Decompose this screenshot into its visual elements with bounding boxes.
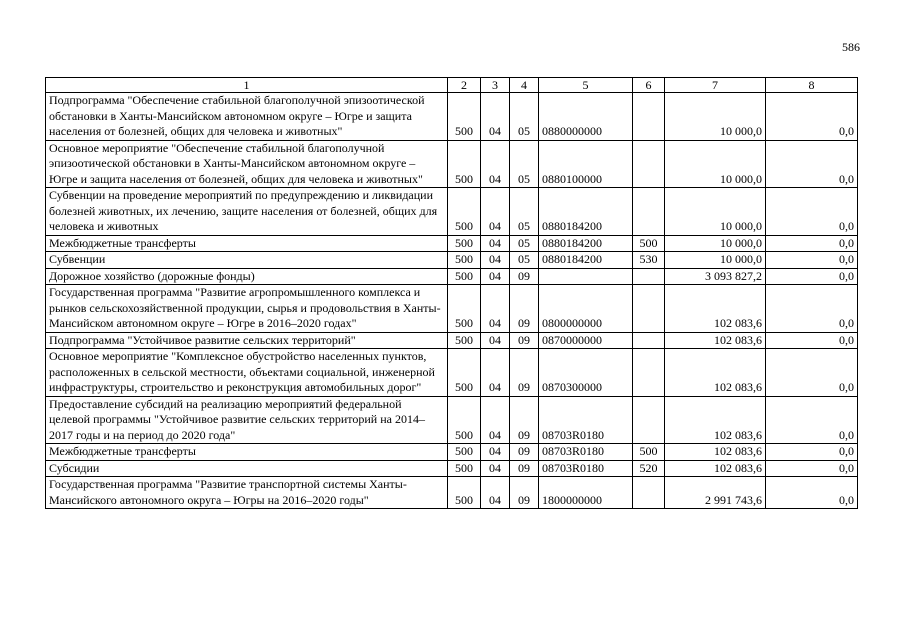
subsection-code-cell: 09 xyxy=(510,268,539,285)
expense-type-cell: 520 xyxy=(633,460,665,477)
admin-code-cell: 500 xyxy=(448,460,481,477)
table-header-row xyxy=(46,78,858,93)
amount-cell: 102 083,6 xyxy=(665,332,766,349)
row-name-cell: Основное мероприятие "Комплексное обустройство населенных пунктов, расположенных в сельской местности, объектами социальной, инженерной инфраструктуры, строительство и реконструкция автомобильных дорог" xyxy=(46,349,448,397)
section-code-cell: 04 xyxy=(481,93,510,141)
table-row xyxy=(46,396,858,444)
amount-cell: 10 000,0 xyxy=(665,188,766,236)
federal-amount-cell: 0,0 xyxy=(766,349,858,397)
row-name-cell: Межбюджетные трансферты xyxy=(46,235,448,252)
section-code-cell: 04 xyxy=(481,188,510,236)
target-article-cell: 0880184200 xyxy=(539,188,633,236)
header-cell: 3 xyxy=(481,78,510,93)
row-name-cell: Основное мероприятие "Обеспечение стабильной благополучной эпизоотической обстановки в Ханты-Мансийском автономном округе – Югре и защита населения от болезней, общих для человека и животных" xyxy=(46,140,448,188)
header-cell: 5 xyxy=(539,78,633,93)
section-code-cell: 04 xyxy=(481,477,510,509)
table-row xyxy=(46,140,858,188)
amount-cell: 10 000,0 xyxy=(665,252,766,269)
table-row xyxy=(46,285,858,333)
target-article-cell: 0880100000 xyxy=(539,140,633,188)
subsection-code-cell: 05 xyxy=(510,235,539,252)
admin-code-cell: 500 xyxy=(448,444,481,461)
header-cell: 7 xyxy=(665,78,766,93)
target-article-cell: 0800000000 xyxy=(539,285,633,333)
section-code-cell: 04 xyxy=(481,252,510,269)
target-article-cell: 0880000000 xyxy=(539,93,633,141)
subsection-code-cell: 09 xyxy=(510,396,539,444)
federal-amount-cell: 0,0 xyxy=(766,93,858,141)
budget-table xyxy=(45,77,858,509)
federal-amount-cell: 0,0 xyxy=(766,332,858,349)
table-row xyxy=(46,477,858,509)
subsection-code-cell: 09 xyxy=(510,285,539,333)
table-row xyxy=(46,188,858,236)
federal-amount-cell: 0,0 xyxy=(766,188,858,236)
expense-type-cell xyxy=(633,349,665,397)
expense-type-cell xyxy=(633,332,665,349)
row-name-cell: Предоставление субсидий на реализацию мероприятий федеральной целевой программы "Устойчивое развитие сельских территорий на 2014–2017 годы и на период до 2020 года" xyxy=(46,396,448,444)
subsection-code-cell: 05 xyxy=(510,252,539,269)
expense-type-cell xyxy=(633,285,665,333)
expense-type-cell xyxy=(633,477,665,509)
admin-code-cell: 500 xyxy=(448,332,481,349)
admin-code-cell: 500 xyxy=(448,188,481,236)
target-article-cell: 08703R0180 xyxy=(539,460,633,477)
amount-cell: 3 093 827,2 xyxy=(665,268,766,285)
header-cell: 8 xyxy=(766,78,858,93)
amount-cell: 10 000,0 xyxy=(665,235,766,252)
subsection-code-cell: 09 xyxy=(510,460,539,477)
expense-type-cell xyxy=(633,188,665,236)
expense-type-cell xyxy=(633,140,665,188)
target-article-cell: 0880184200 xyxy=(539,235,633,252)
target-article-cell: 1800000000 xyxy=(539,477,633,509)
admin-code-cell: 500 xyxy=(448,235,481,252)
admin-code-cell: 500 xyxy=(448,268,481,285)
target-article-cell: 08703R0180 xyxy=(539,396,633,444)
admin-code-cell: 500 xyxy=(448,477,481,509)
table-row xyxy=(46,332,858,349)
federal-amount-cell: 0,0 xyxy=(766,444,858,461)
table-row xyxy=(46,268,858,285)
federal-amount-cell: 0,0 xyxy=(766,140,858,188)
table-row xyxy=(46,235,858,252)
amount-cell: 2 991 743,6 xyxy=(665,477,766,509)
row-name-cell: Субвенции на проведение мероприятий по предупреждению и ликвидации болезней животных, их лечению, защите населения от болезней, общих для человека и животных xyxy=(46,188,448,236)
admin-code-cell: 500 xyxy=(448,252,481,269)
section-code-cell: 04 xyxy=(481,444,510,461)
federal-amount-cell: 0,0 xyxy=(766,285,858,333)
row-name-cell: Дорожное хозяйство (дорожные фонды) xyxy=(46,268,448,285)
table-row xyxy=(46,349,858,397)
subsection-code-cell: 05 xyxy=(510,93,539,141)
federal-amount-cell: 0,0 xyxy=(766,477,858,509)
header-cell: 2 xyxy=(448,78,481,93)
federal-amount-cell: 0,0 xyxy=(766,235,858,252)
amount-cell: 102 083,6 xyxy=(665,285,766,333)
amount-cell: 102 083,6 xyxy=(665,396,766,444)
target-article-cell xyxy=(539,268,633,285)
federal-amount-cell: 0,0 xyxy=(766,396,858,444)
subsection-code-cell: 09 xyxy=(510,477,539,509)
expense-type-cell xyxy=(633,268,665,285)
admin-code-cell: 500 xyxy=(448,93,481,141)
row-name-cell: Государственная программа "Развитие транспортной системы Ханты-Мансийского автономного округа – Югры на 2016–2020 годы" xyxy=(46,477,448,509)
admin-code-cell: 500 xyxy=(448,285,481,333)
section-code-cell: 04 xyxy=(481,235,510,252)
row-name-cell: Подпрограмма "Обеспечение стабильной благополучной эпизоотической обстановки в Ханты-Мансийском автономном округе – Югре и защита населения от болезней, общих для человека и животных" xyxy=(46,93,448,141)
row-name-cell: Межбюджетные трансферты xyxy=(46,444,448,461)
expense-type-cell: 530 xyxy=(633,252,665,269)
table-row xyxy=(46,460,858,477)
amount-cell: 10 000,0 xyxy=(665,140,766,188)
section-code-cell: 04 xyxy=(481,460,510,477)
row-name-cell: Подпрограмма "Устойчивое развитие сельских территорий" xyxy=(46,332,448,349)
federal-amount-cell: 0,0 xyxy=(766,460,858,477)
table-row xyxy=(46,444,858,461)
admin-code-cell: 500 xyxy=(448,349,481,397)
expense-type-cell: 500 xyxy=(633,235,665,252)
target-article-cell: 0870300000 xyxy=(539,349,633,397)
section-code-cell: 04 xyxy=(481,332,510,349)
amount-cell: 102 083,6 xyxy=(665,349,766,397)
subsection-code-cell: 09 xyxy=(510,349,539,397)
expense-type-cell xyxy=(633,396,665,444)
amount-cell: 102 083,6 xyxy=(665,460,766,477)
row-name-cell: Государственная программа "Развитие агропромышленного комплекса и рынков сельскохозяйственной продукции, сырья и продовольствия в Ханты-Мансийском автономном округе – Югре в 2016–2020 годах" xyxy=(46,285,448,333)
header-cell: 4 xyxy=(510,78,539,93)
header-cell: 6 xyxy=(633,78,665,93)
section-code-cell: 04 xyxy=(481,396,510,444)
subsection-code-cell: 09 xyxy=(510,444,539,461)
subsection-code-cell: 09 xyxy=(510,332,539,349)
header-cell: 1 xyxy=(46,78,448,93)
admin-code-cell: 500 xyxy=(448,140,481,188)
row-name-cell: Субсидии xyxy=(46,460,448,477)
table-row xyxy=(46,93,858,141)
subsection-code-cell: 05 xyxy=(510,188,539,236)
federal-amount-cell: 0,0 xyxy=(766,252,858,269)
section-code-cell: 04 xyxy=(481,268,510,285)
section-code-cell: 04 xyxy=(481,140,510,188)
admin-code-cell: 500 xyxy=(448,396,481,444)
target-article-cell: 08703R0180 xyxy=(539,444,633,461)
amount-cell: 10 000,0 xyxy=(665,93,766,141)
section-code-cell: 04 xyxy=(481,285,510,333)
row-name-cell: Субвенции xyxy=(46,252,448,269)
amount-cell: 102 083,6 xyxy=(665,444,766,461)
expense-type-cell: 500 xyxy=(633,444,665,461)
table-row xyxy=(46,252,858,269)
section-code-cell: 04 xyxy=(481,349,510,397)
subsection-code-cell: 05 xyxy=(510,140,539,188)
expense-type-cell xyxy=(633,93,665,141)
target-article-cell: 0870000000 xyxy=(539,332,633,349)
target-article-cell: 0880184200 xyxy=(539,252,633,269)
federal-amount-cell: 0,0 xyxy=(766,268,858,285)
page-number: 586 xyxy=(842,40,860,54)
